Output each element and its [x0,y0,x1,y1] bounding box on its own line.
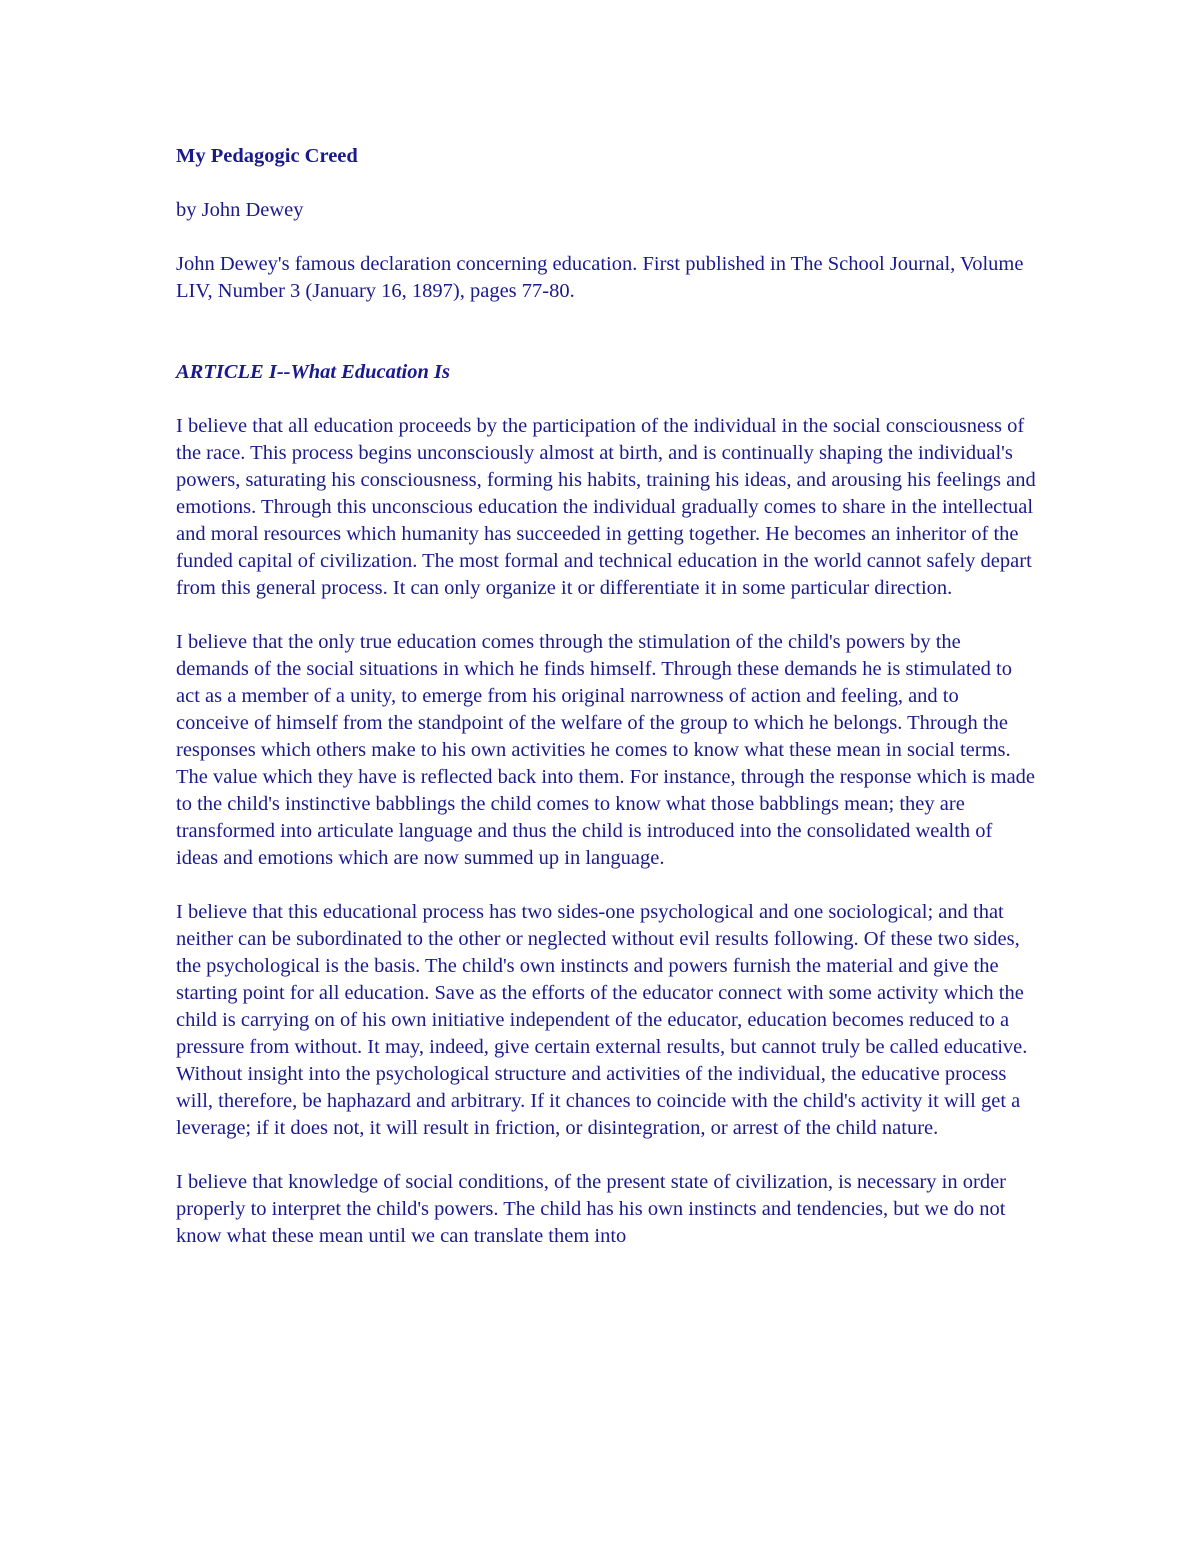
document-title: My Pedagogic Creed [176,145,358,167]
article-heading: ARTICLE I--What Education Is [176,361,450,383]
body-paragraph-4: I believe that knowledge of social conditions, of the present state of civilization, is necessary in order properly to interpret the child's powers. The child has his own instincts and tendencies, but we do not know what these mean until we can translate them into [176,1171,1006,1247]
body-paragraph-1: I believe that all education proceeds by the participation of the individual in the social consciousness of the race. This process begins unconsciously almost at birth, and is continually shaping the individual's powers, saturating his consciousness, forming his habits, training his ideas, and arousing his feelings and emotions. Through this unconscious education the individual gradually comes to share in the intellectual and moral resources which humanity has succeeded in getting together. He becomes an inheritor of the funded capital of civilization. The most formal and technical education in the world cannot safely depart from this general process. It can only organize it or differentiate it in some particular direction. [176,415,1036,599]
document-body [176,143,1036,1277]
body-paragraph-2: I believe that the only true education comes through the stimulation of the child's powers by the demands of the social situations in which he finds himself. Through these demands he is stimulated to act as a member of a unity, to emerge from his original narrowness of action and feeling, and to conceive of himself from the standpoint of the welfare of the group to which he belongs. Through the responses which others make to his own activities he comes to know what these mean in social terms. The value which they have is reflected back into them. For instance, through the response which is made to the child's instinctive babblings the child comes to know what those babblings mean; they are transformed into articulate language and thus the child is introduced into the consolidated wealth of ideas and emotions which are now summed up in language. [176,631,1036,869]
body-paragraph-3: I believe that this educational process has two sides-one psychological and one sociological; and that neither can be subordinated to the other or neglected without evil results following. Of these two sides, the psychological is the basis. The child's own instincts and powers furnish the material and give the starting point for all education. Save as the efforts of the educator connect with some activity which the child is carrying on of his own initiative independent of the educator, education becomes reduced to a pressure from without. It may, indeed, give certain external results, but cannot truly be called educative. Without insight into the psychological structure and activities of the individual, the educative process will, therefore, be haphazard and arbitrary. If it chances to coincide with the child's activity it will get a leverage; if it does not, it will result in friction, or disintegration, or arrest of the child nature. [176,901,1028,1139]
author-byline: by John Dewey [176,199,304,221]
intro-paragraph: John Dewey's famous declaration concerning education. First published in The School Journal, Volume LIV, Number 3 (January 16, 1897), pages 77-80. [176,253,1024,302]
